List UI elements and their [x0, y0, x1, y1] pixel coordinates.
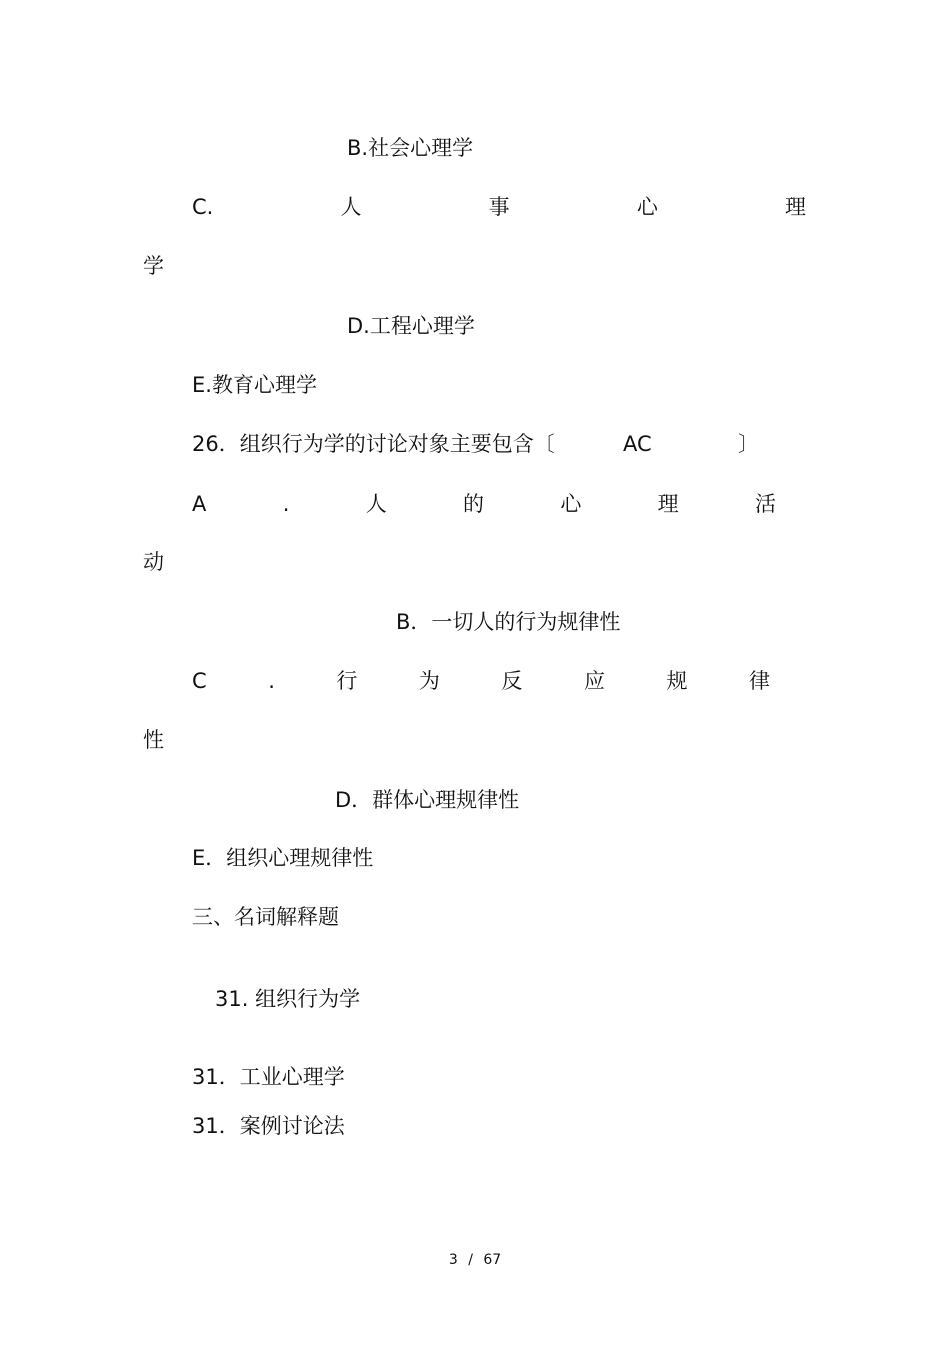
term-organizational-behavior: 31. 组织行为学: [215, 987, 361, 1011]
spread-char: 人: [365, 492, 387, 516]
option-b-social-psychology: B.社会心理学: [347, 136, 474, 160]
spread-char: 行: [336, 669, 358, 693]
page-number: [0, 1250, 950, 1270]
option-c-reaction-regularity: [192, 668, 770, 694]
spread-char: 事: [488, 195, 510, 219]
spread-char: .: [268, 669, 275, 693]
spread-char: 规: [666, 669, 688, 693]
option-e-organization-psychology: E．组织心理规律性: [192, 846, 374, 870]
spread-char: C.: [192, 195, 214, 219]
term-industrial-psychology: 31．工业心理学: [192, 1065, 345, 1089]
spread-char: 理: [657, 492, 679, 516]
spread-char: .: [282, 492, 290, 516]
spread-char: 理: [784, 195, 806, 219]
spread-char: A: [192, 492, 207, 516]
option-a-psychological-activity: [192, 491, 776, 517]
spread-char: 心: [636, 195, 658, 219]
spread-char: 为: [418, 669, 440, 693]
spread-char: 活: [754, 492, 776, 516]
option-d-group-psychology: D．群体心理规律性: [335, 788, 520, 812]
option-c-personnel-psychology: [192, 194, 806, 220]
option-d-engineering-psychology: D.工程心理学: [347, 314, 475, 338]
spread-char: 应: [583, 669, 605, 693]
term-case-discussion: 31．案例讨论法: [192, 1114, 345, 1138]
option-b-all-behavior: B．一切人的行为规律性: [396, 610, 621, 634]
spread-char: 反: [501, 669, 523, 693]
option-c-personnel-psychology-tail: 学: [143, 254, 164, 278]
page-current: 3: [448, 1252, 458, 1268]
page-total: 67: [483, 1252, 502, 1268]
question-26-text: 26．组织行为学的讨论对象主要包含〔: [192, 432, 555, 456]
option-c-reaction-regularity-tail: 性: [143, 728, 164, 752]
option-a-psychological-activity-tail: 动: [143, 550, 164, 574]
spread-char: 律: [748, 669, 770, 693]
option-e-education-psychology: E.教育心理学: [192, 373, 317, 397]
question-26-close-bracket: 〕: [738, 432, 759, 456]
spread-char: 的: [463, 492, 484, 516]
spread-char: 人: [340, 195, 362, 219]
section-heading-terms: 三、名词解释题: [192, 905, 339, 929]
spread-char: C: [192, 669, 207, 693]
question-26-answer: AC: [623, 432, 652, 456]
page-separator: /: [468, 1252, 473, 1268]
spread-char: 心: [560, 492, 582, 516]
